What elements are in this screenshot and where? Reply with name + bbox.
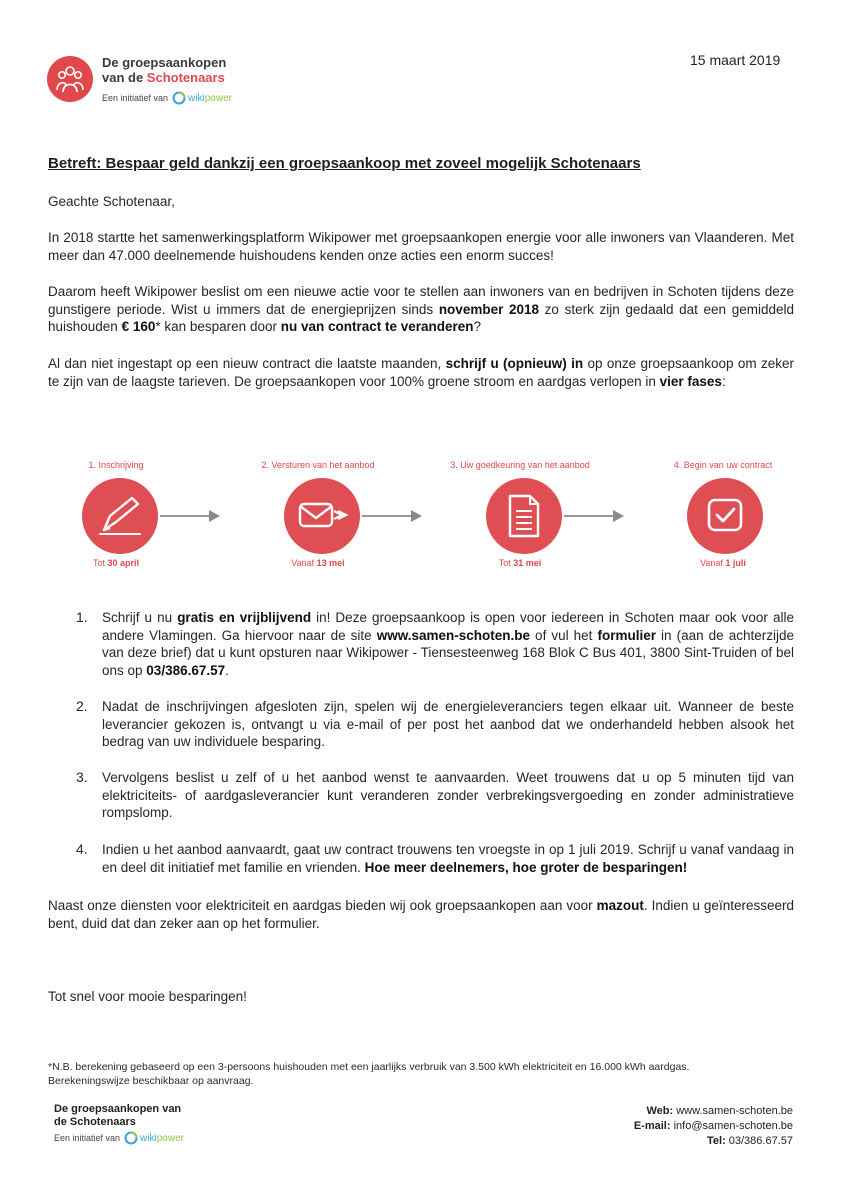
footer-org: De groepsaankopen van de Schotenaars <box>54 1103 182 1128</box>
list-number: 4. <box>76 841 88 857</box>
footer-web: Web: www.samen-schoten.be <box>646 1105 793 1117</box>
step-label: 3. Uw goedkeuring van het aanbod <box>450 460 590 470</box>
step-circle <box>486 478 562 554</box>
footnote: *N.B. berekening gebaseerd op een 3-persoons huishouden met een jaarlijks verbruik van 3.500 kWh elektriciteit en 16.000 kWh aardgas. Berekeningswijze beschikbaar op aanvraag. <box>48 1061 690 1087</box>
wikipower-icon <box>172 91 186 105</box>
letter-date: 15 maart 2019 <box>690 52 781 68</box>
document-icon <box>486 478 562 554</box>
phone-number: 03/386.67.57 <box>728 1135 793 1147</box>
step-date: Vanaf 1 juli <box>700 558 746 568</box>
arrow-icon <box>411 510 422 522</box>
paragraph-mazout: Naast onze diensten voor elektriciteit en aardgas bieden wij ook groepsaankopen aan voor mazout. Indien u geïnteresseerd bent, duid dat dan zeker aan op het formulier. <box>48 898 794 931</box>
list-number: 2. <box>76 698 88 714</box>
wikipower-icon <box>124 1131 138 1145</box>
logo-people-icon <box>47 56 93 102</box>
connector-line <box>564 515 614 517</box>
list-item: Nadat de inschrijvingen afgesloten zijn, spelen wij de energieleveranciers tegen elkaar uit. Wanneer de beste leverancier gekozen is, ontvangt u via e-mail of per post het aanbod dat we onderhandeld hebben alsook het bedrag van uw individuele besparing. <box>102 699 794 749</box>
list-item: Indien u het aanbod aanvaardt, gaat uw contract trouwens ten vroegste in op 1 juli 2019. Schrijf u vanaf vandaag in en deel dit initiatief met familie en vrienden. Hoe meer deelnemers, hoe groter de besparingen! <box>102 842 794 875</box>
step-circle <box>82 478 158 554</box>
connector-line <box>362 515 412 517</box>
footer-email: E-mail: info@samen-schoten.be <box>633 1120 793 1132</box>
step-circle <box>687 478 763 554</box>
closing: Tot snel voor mooie besparingen! <box>48 989 247 1004</box>
list-number: 3. <box>76 769 88 785</box>
salutation: Geachte Schotenaar, <box>48 194 175 209</box>
step-date: Vanaf 13 mei <box>291 558 345 568</box>
step-circle <box>284 478 360 554</box>
step-date: Tot 31 mei <box>498 558 542 568</box>
paragraph-phases: Al dan niet ingestapt op een nieuw contract die laatste maanden, schrijf u (opnieuw) in op onze groepsaankoop om zeker te zijn van de laagste tarieven. De groepsaankopen voor 100% groene stroom en aardgas verlopen in vier fases: <box>48 356 795 389</box>
footer-contact <box>560 1104 793 1149</box>
wikipower-logo: wikipower <box>172 91 232 105</box>
checkbox-icon <box>687 478 763 554</box>
arrow-icon <box>613 510 624 522</box>
list-item: Vervolgens beslist u zelf of u het aanbod wenst te aanvaarden. Weet trouwens dat u op 5 minuten tijd van elektriciteits- of aardgasleverancier kunt veranderen zonder verbrekingsvergoeding en zonder administratieve rompslomp. <box>102 770 794 820</box>
email-link[interactable]: info@samen-schoten.be <box>673 1120 793 1132</box>
paragraph-action: Daarom heeft Wikipower beslist om een nieuwe actie voor te stellen aan inwoners van en bedrijven in Schoten tijdens deze gunstigere periode. Wist u immers dat de energieprijzen sinds november 2018 zo sterk zijn gedaald dat een gemiddeld huishouden € 160* kan besparen door nu van contract te veranderen? <box>48 284 795 334</box>
send-envelope-icon <box>284 478 360 554</box>
brand-name: De groepsaankopen van de Schotenaars <box>102 55 227 85</box>
step-date: Tot 30 april <box>92 558 140 568</box>
web-link[interactable]: www.samen-schoten.be <box>676 1105 793 1117</box>
connector-line <box>160 515 210 517</box>
list-item: Schrijf u nu gratis en vrijblijvend in! Deze groepsaankoop is open voor iedereen in Schoten maar ook voor alle andere Vlamingen. Ga hiervoor naar de site www.samen-schoten.be of vul het formulier in (aan de achterzijde van deze brief) dat u kunt opsturen naar Wikipower - Tiensesteenweg 168 Blok C Bus 401, 3800 Sint-Truiden of bel ons op 03/386.67.57. <box>102 610 795 678</box>
footer-tel: Tel: 03/386.67.57 <box>706 1135 793 1147</box>
arrow-icon <box>209 510 220 522</box>
step-label: 2. Versturen van het aanbod <box>261 460 375 470</box>
letter-subject: Betreft: Bespaar geld dankzij een groepsaankoop met zoveel mogelijk Schotenaars <box>48 155 641 172</box>
list-number: 1. <box>76 609 88 625</box>
paragraph-intro: In 2018 startte het samenwerkingsplatform Wikipower met groepsaankopen energie voor alle inwoners van Vlaanderen. Met meer dan 47.000 deelnemende huishoudens kenden onze acties een enorm succes! <box>48 230 794 263</box>
initiative-line: Een initiatief van wikipower <box>102 92 232 104</box>
pen-icon <box>82 478 158 554</box>
footer-initiative: Een initiatief van wikipower <box>54 1132 184 1144</box>
step-label: 4. Begin van uw contract <box>673 460 773 470</box>
step-label: 1. Inschrijving <box>88 460 144 470</box>
wikipower-logo: wikipower <box>124 1131 184 1145</box>
